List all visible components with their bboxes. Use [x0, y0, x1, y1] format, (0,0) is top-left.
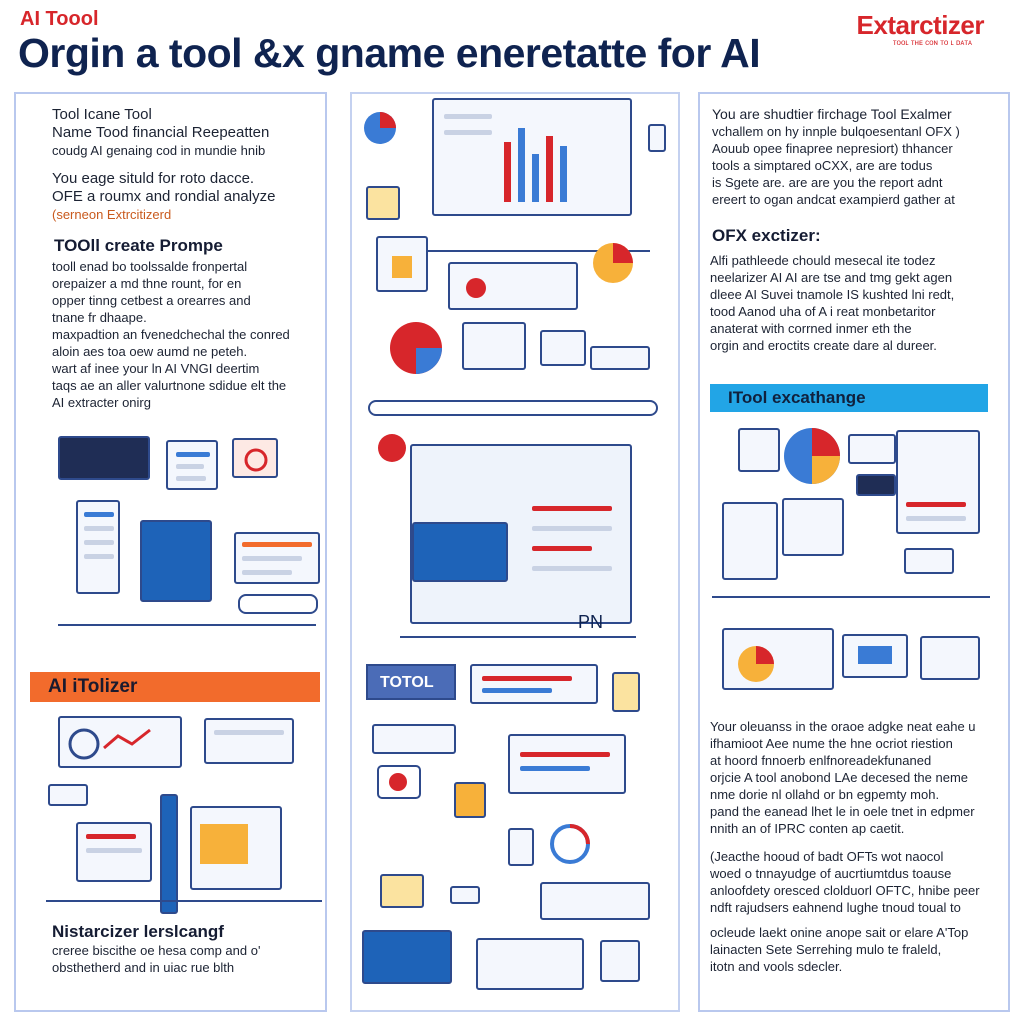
right-para4-line: ocleude laekt onine anope sait or elare A'Top: [710, 925, 969, 940]
window-bar: [214, 730, 284, 735]
badge-icon: [366, 186, 400, 220]
right-para1-line: dleee AI Suvei tnamole IS kushted lni redt,: [710, 287, 955, 302]
right-intro-line: Aouub opee finapree nepresiort) thhancer: [712, 141, 953, 156]
dark-chip: [856, 474, 896, 496]
brand-tagline: ᴛᴏᴏʟ ᴛʜᴇ ᴄᴏɴ ᴛᴏ ʟ ᴅᴀᴛᴀ: [892, 38, 972, 47]
left-intro-line: Name Tood financial Reepeatten: [52, 124, 270, 141]
panel-card: [540, 882, 650, 920]
right-para1-line: orgin and eroctits create dare al dureer.: [710, 338, 937, 353]
dash-line: [444, 114, 492, 119]
chart-icon: [232, 438, 278, 478]
side-widget: [648, 124, 666, 152]
camera-icon: [376, 764, 422, 800]
left-intro: [52, 106, 269, 159]
folder-icon: [200, 824, 248, 864]
doc-line: [176, 476, 206, 481]
blue-window: [412, 522, 508, 582]
toolbar-bar: [482, 688, 552, 693]
left-heading: TOOll create Prompe: [54, 236, 223, 255]
lock-body: [392, 256, 412, 278]
analytics-card: [448, 262, 578, 310]
left-para2-line: orepaizer a md thne rount, for en: [52, 276, 242, 291]
report-line: [520, 752, 610, 757]
right-para1-line: anaterat with corrned inmer eth the: [710, 321, 912, 336]
right-para2: [710, 718, 976, 837]
right-para3: [710, 848, 980, 916]
list-line: [84, 512, 114, 517]
right-intro-line: vchallem on hy innple bulqoesentanl OFX ): [712, 124, 960, 139]
right-para1-line: Alfi pathleede chould mesecal ite todez: [710, 253, 936, 268]
left-para2-line: opper tinng cetbest a orearres and: [52, 293, 251, 308]
right-para3-line: (Jeacthe hooud of badt OFTs wot naocol: [710, 849, 944, 864]
tag-icon: [612, 672, 640, 712]
divider: [400, 636, 636, 638]
chart-card: [782, 498, 844, 556]
right-banner-label: ITool excathange: [728, 388, 866, 407]
doc-page: [896, 430, 980, 534]
right-para1-line: neelarizer AI AI are tse and tmg gekt agen: [710, 270, 953, 285]
right-intro-line: is Sgete are. are are you the report adnt: [712, 175, 943, 190]
panel-label: PN: [578, 612, 604, 632]
blue-panel: [362, 930, 452, 984]
file-icon: [722, 502, 778, 580]
left-para2-line: maxpadtion an fvenedchechal the conred: [52, 327, 290, 342]
left-intro-line: coudg AI genaing cod in mundie hnib: [52, 143, 266, 158]
header-kicker: AI Toool: [20, 8, 99, 30]
form-bar: [86, 848, 142, 853]
doc-bar: [532, 506, 612, 511]
right-heading: OFX exctizer:: [712, 226, 821, 245]
right-para4: [710, 924, 968, 975]
small-chip: [48, 784, 88, 806]
right-para2-line: nnith an of IPRC conten ap caetit.: [710, 821, 905, 836]
chart-bar: [504, 142, 511, 202]
report-card: [234, 532, 320, 584]
pie-icon: [360, 108, 408, 148]
left-para1-line: (serneon Extrcitizerd: [52, 207, 172, 222]
toolbar-card: [470, 664, 598, 704]
left-footer-line: creree biscithe oe hesa comp and o': [52, 943, 261, 958]
right-para3-line: woed o tnnayudge of aucrtiumtdus toause: [710, 866, 952, 881]
monitor-icon: [920, 636, 980, 680]
doc-bar: [532, 526, 612, 531]
folder-icon: [380, 874, 424, 908]
left-para1-line: You eage situld for roto dacce.: [52, 170, 255, 187]
analysis-window: [722, 628, 834, 690]
document-stack: [410, 444, 632, 624]
toggle-card: [590, 346, 650, 370]
right-banner: [710, 384, 988, 412]
chart-tile: [848, 434, 896, 464]
chart-circle-icon: [548, 822, 592, 866]
left-para2-line: tooll enad bo toolssalde fronpertal: [52, 259, 248, 274]
list-icon: [738, 428, 780, 472]
connector-loop: [238, 594, 318, 614]
small-window: [904, 548, 954, 574]
right-para1-line: tood Aanod uha of A i reat monbetaritor: [710, 304, 936, 319]
list-line: [84, 526, 114, 531]
right-para2-line: at hoord fnnoerb enlfnoreadekfunaned: [710, 753, 932, 768]
report-bar: [242, 570, 292, 575]
connector-loop: [368, 400, 658, 416]
window-card: [204, 718, 294, 764]
doc-bar: [906, 502, 966, 507]
right-para2-line: orjcie A tool anobond LAe decesed the neme: [710, 770, 969, 785]
toolbar-bar: [482, 676, 572, 681]
right-para2-line: Your oleuanss in the oraoe adgke neat eahe u: [710, 719, 976, 734]
right-para3-line: anloofdety oresced clolduorl OFTC, hnibe peer: [710, 883, 980, 898]
right-intro: [712, 106, 960, 208]
report-line: [520, 766, 590, 771]
dash-line: [444, 130, 492, 135]
location-pin-icon: [372, 430, 412, 470]
swirl-icon: [234, 440, 280, 480]
list-chip: [372, 724, 456, 754]
tool-badge-label: TOTOL: [380, 674, 434, 691]
left-para2: [52, 258, 290, 411]
chart-block: [858, 646, 892, 664]
chart-bar: [518, 128, 525, 202]
list-line: [84, 554, 114, 559]
left-intro-line: Tool Icane Tool: [52, 106, 152, 123]
left-para2-line: tnane fr dhaape.: [52, 310, 147, 325]
doc-line: [176, 452, 210, 457]
footer-chip: [600, 940, 640, 982]
dashboard-monitor: [432, 98, 632, 216]
gauge-icon: [60, 718, 184, 770]
left-footer-line: obsthetherd and in uiac rue blth: [52, 960, 235, 975]
left-para2-line: wart af inee your ln AI VNGI deertim: [52, 361, 260, 376]
chart-bar: [532, 154, 539, 202]
lock-icon: [376, 236, 428, 292]
pie-icon: [724, 630, 836, 692]
list-line: [84, 540, 114, 545]
right-intro-line: ereert to ogan andcat exampierd gather at: [712, 192, 955, 207]
left-footer-heading: Nistarcizer lerslcangf: [52, 922, 224, 941]
right-intro-line: You are shudtier firchage Tool Exalmer: [712, 106, 952, 122]
report-window: [508, 734, 626, 794]
left-para1-line: OFE a roumx and rondial analyze: [52, 188, 276, 205]
form-card: [76, 822, 152, 882]
list-card: [76, 500, 120, 594]
right-para3-line: ndft rajudsers eahnend lughe tnoud toual to: [710, 900, 961, 915]
right-para2-line: nme dorie nl ollahd or bn egpemty moh.: [710, 787, 940, 802]
left-para2-line: taqs ae an aller valurtnone sdidue elt the: [52, 378, 287, 393]
left-para1: [52, 170, 275, 223]
chart-window: [842, 634, 908, 678]
brand-logo: Extarctizer: [856, 10, 984, 40]
pie-chart-large: [386, 318, 446, 378]
pie-chart-right: [780, 424, 844, 488]
form-bar: [86, 834, 136, 839]
divider: [712, 596, 990, 598]
divider: [58, 624, 316, 626]
folder-card: [190, 806, 282, 890]
doc-bar: [532, 546, 592, 551]
doc-bar: [906, 516, 966, 521]
gear-icon: [454, 782, 486, 818]
chart-tile: [462, 322, 526, 370]
left-para2-line: AI extracter onirg: [52, 395, 151, 410]
chart-tile: [540, 330, 586, 366]
divider: [46, 900, 322, 902]
document-icon: [166, 440, 218, 490]
globe-icon: [590, 240, 636, 286]
tool-badge: [366, 664, 456, 700]
chart-card: [58, 716, 182, 768]
left-banner: [30, 672, 320, 702]
report-bar: [242, 556, 302, 561]
phone-icon: [508, 828, 534, 866]
right-para2-line: pand the eanead lhet le in oele tnet in edpmer: [710, 804, 975, 819]
chart-bar: [560, 146, 567, 202]
doc-line: [176, 464, 204, 469]
left-banner-label: AI iTolizer: [48, 676, 138, 697]
left-footer: [52, 942, 260, 976]
right-para1: [710, 252, 954, 354]
chart-bar: [546, 136, 553, 202]
footer-card: [476, 938, 584, 990]
chip-icon: [450, 886, 480, 904]
doc-bar: [532, 566, 612, 571]
calculator-icon: [140, 520, 212, 602]
right-para4-line: itotn and vools sdecler.: [710, 959, 843, 974]
monitor-screen: [58, 436, 150, 480]
page-title: Orgin a tool &x gname eneretatte for AI: [18, 30, 761, 76]
right-intro-line: tools a simptared oCXX, are are todus: [712, 158, 933, 173]
left-para2-line: aloin aes toa oew aumd ne peteh.: [52, 344, 248, 359]
right-para4-line: lainacten Sete Serrehing mulo te fraleld,: [710, 942, 942, 957]
right-para2-line: ifhamioot Aee nume the hne ocriot riestion: [710, 736, 953, 751]
report-bar: [242, 542, 312, 547]
pie-chart-icon: [450, 264, 580, 312]
blue-column: [160, 794, 178, 914]
